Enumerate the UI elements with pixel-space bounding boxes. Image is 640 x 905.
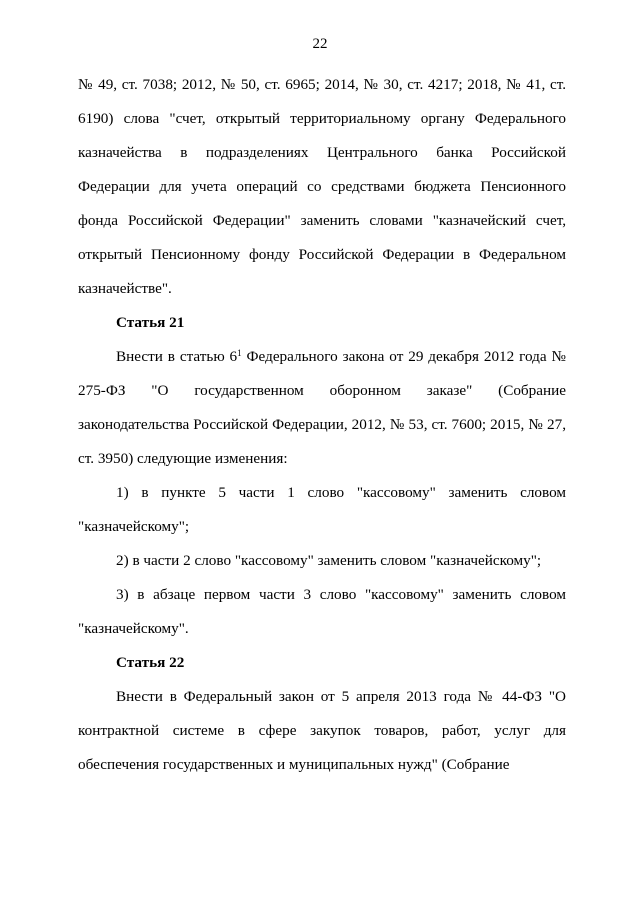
article-21-intro-rest: Федерального закона от 29 декабря 2012 года № 275-ФЗ "О государственном оборонном заказе" (Собрание законодательства Российской Федерации, 2012, № 53, ст. 7600; 2015, № 27, ст. 3950) следующие изменения: xyxy=(78,348,566,467)
page-number: 22 xyxy=(312,36,328,52)
article-21-intro-text: Внести в статью 6 xyxy=(116,348,238,365)
article-22-heading: Статья 22 xyxy=(116,654,185,671)
article-21-heading: Статья 21 xyxy=(116,314,185,331)
list-item-2: 2) в части 2 слово "кассовому" заменить словом "казначейскому"; xyxy=(116,552,542,569)
document-body xyxy=(78,68,566,782)
list-item-3: 3) в абзаце первом части 3 слово "кассовому" заменить словом "казначейскому". xyxy=(78,586,566,637)
paragraph-article-22-intro: Внести в Федеральный закон от 5 апреля 2013 года № 44-ФЗ "О контрактной системе в сфере закупок товаров, работ, услуг для обеспечения государственных и муниципальных нужд" (Собрание xyxy=(78,688,566,773)
article-superscript: 1 xyxy=(237,348,242,358)
paragraph-article-21-intro xyxy=(78,340,566,476)
paragraph-amendment-continuation: № 49, ст. 7038; 2012, № 50, ст. 6965; 2014, № 30, ст. 4217; 2018, № 41, ст. 6190) слова "счет, открытый территориальному органу Федерального казначейства в подразделениях Центрального банка Российской Федерации для учета операций со средствами бюджета Пенсионного фонда Российской Федерации" заменить словами "казначейский счет, открытый Пенсионному фонду Российской Федерации в Федеральном казначействе". xyxy=(78,76,566,297)
list-item-1: 1) в пункте 5 части 1 слово "кассовому" заменить словом "казначейскому"; xyxy=(78,484,566,535)
